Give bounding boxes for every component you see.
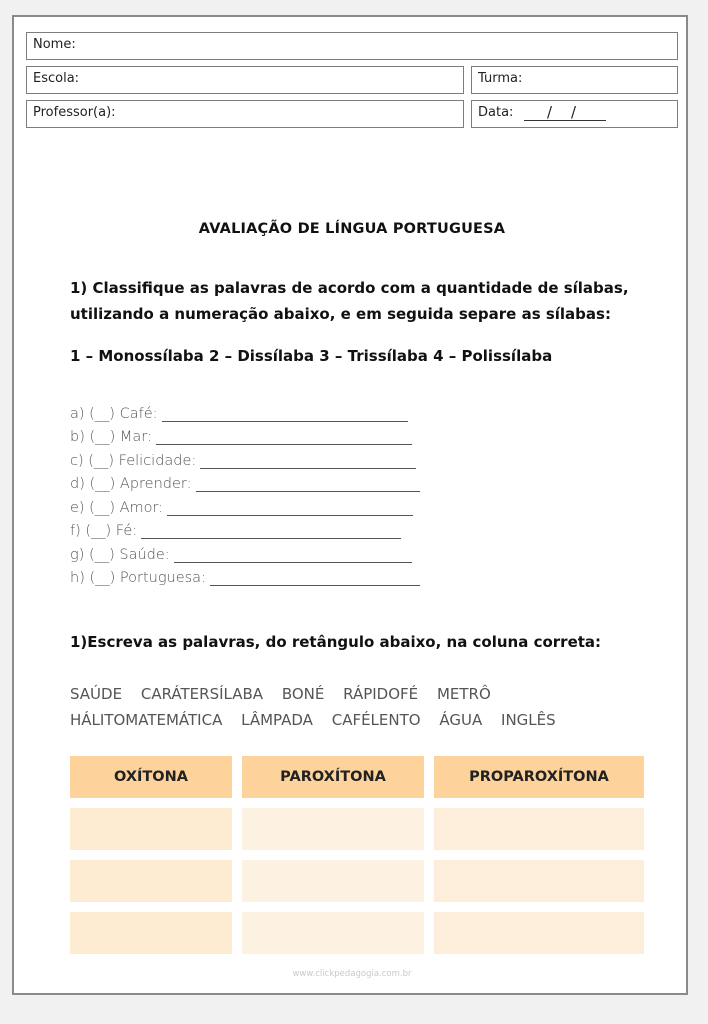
answer-line[interactable] [200,454,416,469]
question-2-prompt: 1)Escreva as palavras, do retângulo abaixo, na coluna correta: [70,633,602,651]
answer-line[interactable] [210,571,420,586]
school-field[interactable] [26,66,464,94]
column-header-oxitona: OXÍTONA [70,756,232,798]
column-header-proparoxitona: PROPAROXÍTONA [434,756,644,798]
table-cell[interactable] [70,808,232,850]
worksheet-page [12,15,688,995]
word-bank-line [70,681,570,707]
teacher-label: Professor(a): [33,105,116,120]
list-item[interactable]: e) (__) Amor: [70,492,420,516]
list-item[interactable]: d) (__) Aprender: [70,469,420,493]
word: SAÚDE [70,685,123,703]
footer-url: www.clickpedagogia.com.br [292,969,412,979]
table-cell[interactable] [434,912,644,954]
page-title: AVALIAÇÃO DE LÍNGUA PORTUGUESA [198,221,506,237]
table-cell[interactable] [70,860,232,902]
table-cell[interactable] [242,860,424,902]
word: CARÁTERSÍLABA [140,685,264,703]
table-cell[interactable] [434,808,644,850]
word-bank [70,681,570,733]
date-label: Data: [478,105,514,120]
answer-line[interactable] [167,501,413,516]
name-label: Nome: [33,37,76,52]
teacher-field[interactable] [26,100,464,128]
table-cell[interactable] [242,912,424,954]
word: HÁLITOMATEMÁTICA [70,711,223,729]
answer-line[interactable] [174,548,412,563]
answer-line[interactable] [162,407,408,422]
answer-line[interactable] [196,477,420,492]
word: RÁPIDOFÉ [343,685,419,703]
word-bank-line [70,707,570,733]
list-item[interactable]: g) (__) Saúde: [70,539,420,563]
date-slash: / [547,103,553,121]
name-field[interactable] [26,32,678,60]
word: CAFÉLENTO [331,711,421,729]
question-1-prompt: 1) Classifique as palavras de acordo com a quantidade de sílabas, utilizando a numeração abaixo, e em seguida separe as sílabas: [70,279,629,323]
list-item[interactable]: a) (__) Café: [70,398,420,422]
date-underline [524,120,606,121]
answer-line[interactable] [156,430,412,445]
word: INGLÊS [501,711,556,729]
question-1-items [70,398,420,586]
class-field[interactable] [471,66,678,94]
table-cell[interactable] [242,808,424,850]
answer-line[interactable] [141,524,401,539]
word: BONÉ [281,685,325,703]
word: ÁGUA [439,711,483,729]
class-label: Turma: [478,71,523,86]
list-item[interactable]: b) (__) Mar: [70,422,420,446]
table-cell[interactable] [434,860,644,902]
list-item[interactable]: c) (__) Felicidade: [70,445,420,469]
word: METRÔ [436,685,491,703]
syllable-legend: 1 – Monossílaba 2 – Dissílaba 3 – Trissílaba 4 – Polissílaba [70,347,553,365]
date-field[interactable] [471,100,678,128]
column-header-paroxitona: PAROXÍTONA [242,756,424,798]
date-slash: / [571,103,577,121]
school-label: Escola: [33,71,80,86]
table-cell[interactable] [70,912,232,954]
list-item[interactable]: h) (__) Portuguesa: [70,563,420,587]
list-item[interactable]: f) (__) Fé: [70,516,420,540]
word: LÂMPADA [241,711,313,729]
